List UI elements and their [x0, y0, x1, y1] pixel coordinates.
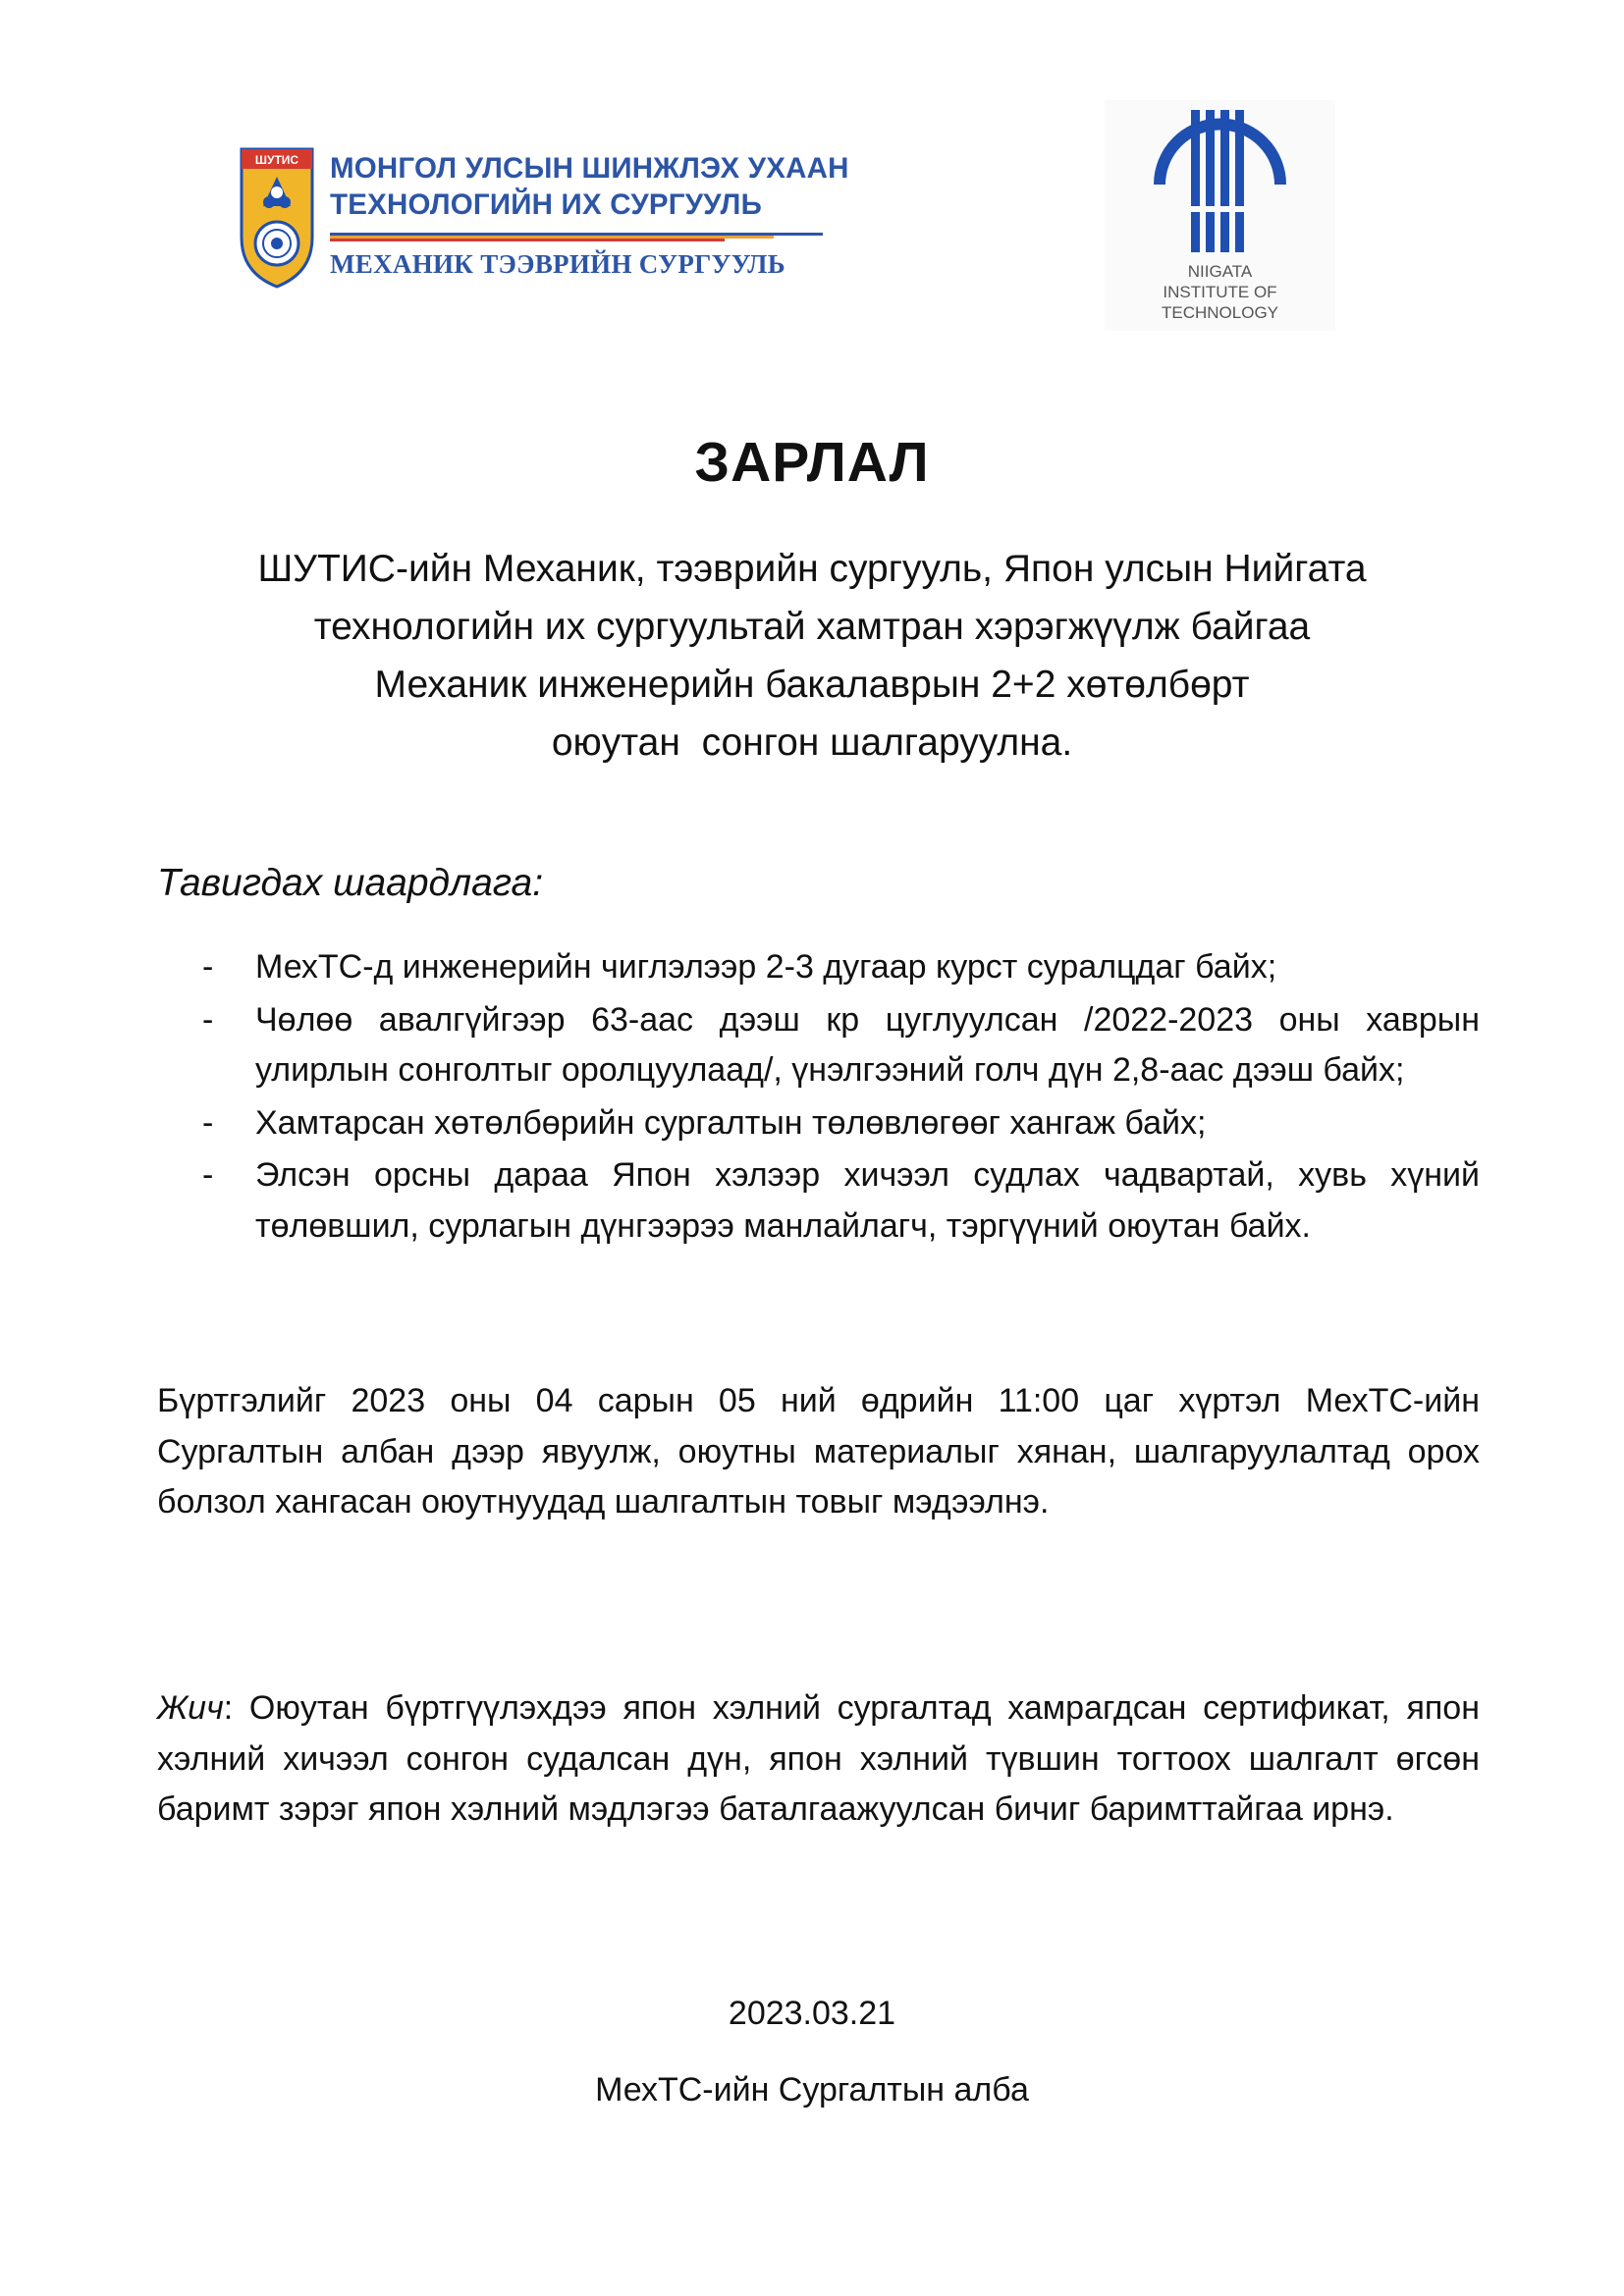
must-logo: [240, 147, 849, 293]
note-text: : Оюутан бүртгүүлэхдээ япон хэлний сургалтад хамрагдсан сертификат, япон хэлний хичээл сонгон судалсан дүн, япон хэлний түвшин тогтоох шалгалт өгсөн баримт зэрэг япон хэлний мэдлэгээ баталгаажуулсан бичиг баримттайгаа ирнэ.: [157, 1689, 1480, 1828]
registration-paragraph: Бүртгэлийг 2023 оны 04 сарын 05 ний өдрийн 11:00 цаг хүртэл МехТС-ийн Сургалтын албан дээр явуулж, оюутны материалыг хянан, шалгаруулалтад орох болзол хангасан оюутнуудад шалгалтын товыг мэдээлнэ.: [157, 1382, 1480, 1521]
list-item: [157, 1150, 1480, 1252]
list-item: [157, 995, 1480, 1096]
niigata-name-line-2: INSTITUTE OF: [1163, 283, 1277, 301]
bullet-dash: -: [202, 1000, 214, 1039]
requirements-heading: Тавигдах шаардлага:: [157, 862, 544, 904]
must-shield-emblem: [240, 147, 314, 289]
intro-line: ШУТИС-ийн Механик, тээврийн сургууль, Япон улсын Нийгата: [257, 548, 1367, 590]
niigata-logo: [1105, 100, 1335, 331]
requirement-text: Чөлөө авалгүйгээр 63-аас дээш кр цуглуулсан /2022-2023 оны хаврын улирлын сонголтыг оролцуулаад/, үнэлгээний голч дүн 2,8-аас дээш байх;: [255, 1000, 1480, 1089]
school-name: МЕХАНИК ТЭЭВРИЙН СУРГУУЛЬ: [330, 249, 785, 279]
niigata-name-line-3: TECHNOLOGY: [1161, 303, 1279, 322]
page-title: ЗАРЛАЛ: [694, 431, 930, 494]
university-name-line-2: ТЕХНОЛОГИЙН ИХ СУРГУУЛЬ: [330, 188, 762, 221]
intro-line: технологийн их сургуультай хамтран хэрэгжүүлж байгаа: [313, 606, 1311, 648]
intro-line: оюутан сонгон шалгаруулна.: [551, 721, 1073, 764]
note-label: Жич: [157, 1689, 224, 1727]
bullet-dash: -: [202, 948, 214, 986]
bullet-dash: -: [202, 1156, 214, 1194]
tricolor-divider: [330, 233, 823, 240]
list-item: [157, 1098, 1480, 1149]
intro-line: Механик инженерийн бакалаврын 2+2 хөтөлбөрт: [374, 664, 1250, 706]
issuing-office: МехТС-ийн Сургалтын алба: [595, 2071, 1029, 2109]
niigata-name-line-1: NIIGATA: [1187, 262, 1253, 281]
shield-label: ШУТИС: [254, 153, 299, 167]
requirement-text: Элсэн орсны дараа Япон хэлээр хичээл судлах чадвартай, хувь хүний төлөвшил, сурлагын дүнгээрээ манлайлагч, тэргүүний оюутан байх.: [255, 1156, 1480, 1245]
requirement-text: Хамтарсан хөтөлбөрийн сургалтын төлөвлөгөөг хангаж байх;: [255, 1103, 1207, 1142]
note-paragraph: [157, 1683, 1480, 1836]
niigata-arch-icon: [1154, 108, 1286, 255]
requirements-list: [157, 942, 1480, 1254]
requirement-text: МехТС-д инженерийн чиглэлээр 2-3 дугаар курст суралцдаг байх;: [255, 948, 1277, 986]
list-item: [157, 942, 1480, 993]
bullet-dash: -: [202, 1103, 214, 1142]
intro-text: [0, 540, 1624, 772]
announcement-date: 2023.03.21: [728, 1995, 896, 2032]
university-name-line-1: МОНГОЛ УЛСЫН ШИНЖЛЭХ УХААН: [330, 152, 849, 185]
